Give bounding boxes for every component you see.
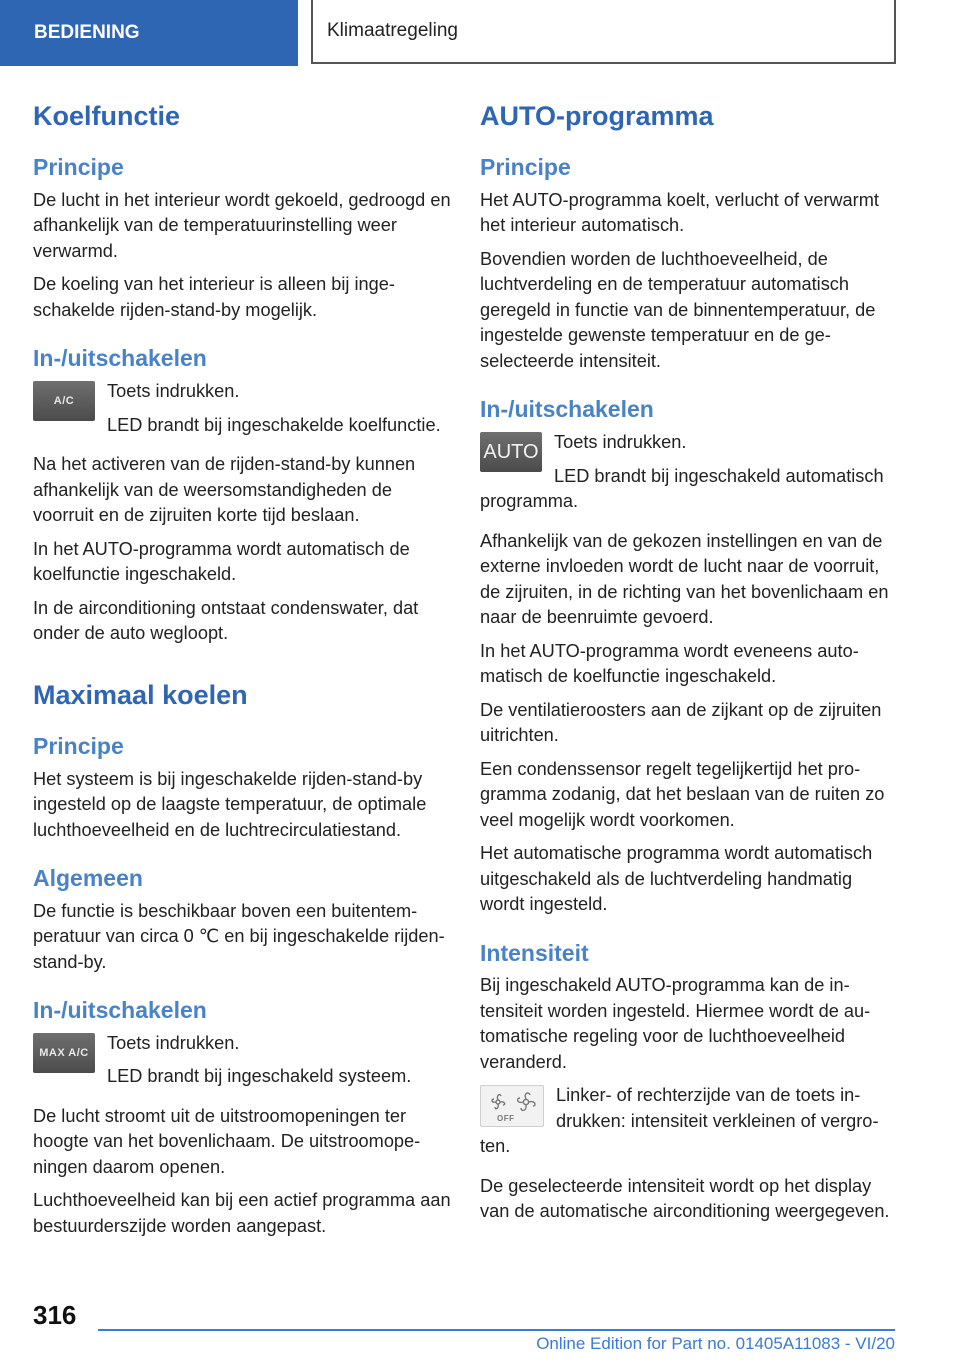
- max-principe-heading: Principe: [33, 732, 124, 759]
- max-p3: De lucht stroomt uit de uitstroomopeningen ter hoogte van het bovenlichaam. De uitstroomopeningen daarom openen.: [33, 1105, 421, 1177]
- ac-button-icon: [33, 381, 95, 421]
- koel-switch-p2: LED brandt bij ingeschakelde koelfunctie.: [107, 414, 441, 435]
- max-principe-p: Het systeem is bij ingeschakelde rijden-stand-by ingesteld op de laagste temperatuur, de optimale luchthoeveelheid en de luchtrecirculatiestand.: [33, 768, 427, 840]
- chapter-header: [311, 0, 896, 64]
- auto-p4: In het AUTO-programma wordt eveneens automatisch de koelfunctie ingeschakeld.: [480, 640, 859, 687]
- koel-principe-p2: De koeling van het interieur is alleen bij ingeschakelde rijden-stand-by mogelijk.: [33, 274, 395, 320]
- chapter-label: Klimaatregeling: [327, 20, 458, 41]
- koel-principe-heading: Principe: [33, 154, 124, 181]
- max-switch-p2: LED brandt bij ingeschakeld systeem.: [107, 1066, 412, 1087]
- auto-principe-p2: Bovendien worden de luchthoeveelheid, de luchtverdeling en de temperatuur automatisch geregeld in functie van de binnentemperatuur, de ingestelde gewenste temperatuur en de geselecteerde intensiteit.: [480, 248, 876, 371]
- koel-principe-p1: De lucht in het interieur wordt gekoeld, gedroogd en afhankelijk van de temperatuurinstelling weer verwarmd.: [33, 189, 451, 261]
- koel-p3: Na het activeren van de rijden-stand-by kunnen afhankelijk van de weersomstandigheden de voorruit en de zijruiten korte tijd beslaan.: [33, 454, 416, 526]
- fan-icon: [484, 1087, 540, 1125]
- auto-principe-heading: Principe: [480, 154, 571, 181]
- ac-button-row: [33, 379, 453, 438]
- koelfunctie-title: Koelfunctie: [33, 101, 181, 131]
- max-p4: Luchthoeveelheid kan bij een actief programma aan bestuurderszijde worden aangepast.: [33, 1190, 451, 1236]
- max-ac-button-label: MAX A/C: [39, 1046, 89, 1059]
- koel-p4: In het AUTO-programma wordt automatisch de koelfunctie ingeschakeld.: [33, 538, 410, 585]
- auto-p6: Een condenssensor regelt tegelijkertijd het programma zodanig, dat het beslaan van de ruiten zo veel mogelijk wordt voorkomen.: [480, 758, 885, 830]
- koel-switch-heading: In-/uitschakelen: [33, 345, 207, 372]
- auto-switch-heading: In-/uitschakelen: [480, 396, 654, 423]
- auto-switch-p1: Toets indrukken.: [554, 432, 687, 453]
- fan-button-row: [480, 1083, 900, 1160]
- auto-p3: Afhankelijk van de gekozen instellingen en van de externe invloeden wordt de lucht naar de voorruit, de zijruiten, in de richting van het bovenlichaam en naar de beenruimte gevoerd.: [480, 530, 889, 628]
- auto-p7: Het automatische programma wordt automatisch uitgeschakeld als de luchtverdeling handmatig wordt ingesteld.: [480, 843, 873, 915]
- max-ac-button-icon: [33, 1033, 95, 1073]
- max-algemeen-p: De functie is beschikbaar boven een buitentemperatuur van circa 0 ℃ en bij ingeschakelde rijden-stand-by.: [33, 900, 445, 972]
- footer-edition: Online Edition for Part no. 01405A11083 - VI/20: [536, 1334, 895, 1353]
- auto-principe-p1: Het AUTO-programma koelt, verlucht of verwarmt het interieur automatisch.: [480, 189, 879, 236]
- auto-programma-title: AUTO-programma: [480, 101, 714, 131]
- right-column: [480, 100, 900, 1233]
- left-column: [33, 100, 453, 1247]
- koel-switch-p1: Toets indrukken.: [107, 381, 240, 402]
- page-number: 316: [33, 1300, 77, 1330]
- auto-switch-p2: LED brandt bij ingeschakeld automatisch programma.: [480, 465, 884, 512]
- koel-p5: In de airconditioning ontstaat condenswater, dat onder de auto wegloopt.: [33, 597, 419, 644]
- auto-button-icon: [480, 432, 542, 472]
- max-algemeen-heading: Algemeen: [33, 865, 143, 892]
- svg-text:OFF: OFF: [497, 1114, 515, 1124]
- intensiteit-p1: Bij ingeschakeld AUTO-programma kan de intensiteit worden ingesteld. Hiermee wordt de automatische regeling voor de luchthoeveelheid veranderd.: [480, 975, 871, 1072]
- max-ac-button-row: [33, 1031, 453, 1090]
- intensiteit-heading: Intensiteit: [480, 939, 589, 966]
- max-koelen-title: Maximaal koelen: [33, 679, 248, 710]
- auto-button-label: AUTO: [483, 440, 539, 463]
- intensiteit-p3: De geselecteerde intensiteit wordt op het display van de automatische airconditioning weergegeven.: [480, 1175, 890, 1222]
- ac-button-label: A/C: [53, 395, 75, 408]
- footer-rule: [98, 1329, 895, 1331]
- auto-p5: De ventilatieroosters aan de zijkant op de zijruiten uitrichten.: [480, 699, 882, 746]
- intensiteit-p2: Linker- of rechterzijde van de toets indrukken: intensiteit verkleinen of vergroten.: [480, 1085, 879, 1157]
- section-tab[interactable]: [0, 0, 298, 66]
- auto-button-row: [480, 430, 900, 515]
- section-label: BEDIENING: [34, 22, 140, 43]
- max-switch-heading: In-/uitschakelen: [33, 997, 207, 1024]
- max-switch-p1: Toets indrukken.: [107, 1032, 240, 1053]
- fan-button-icon: [480, 1085, 544, 1127]
